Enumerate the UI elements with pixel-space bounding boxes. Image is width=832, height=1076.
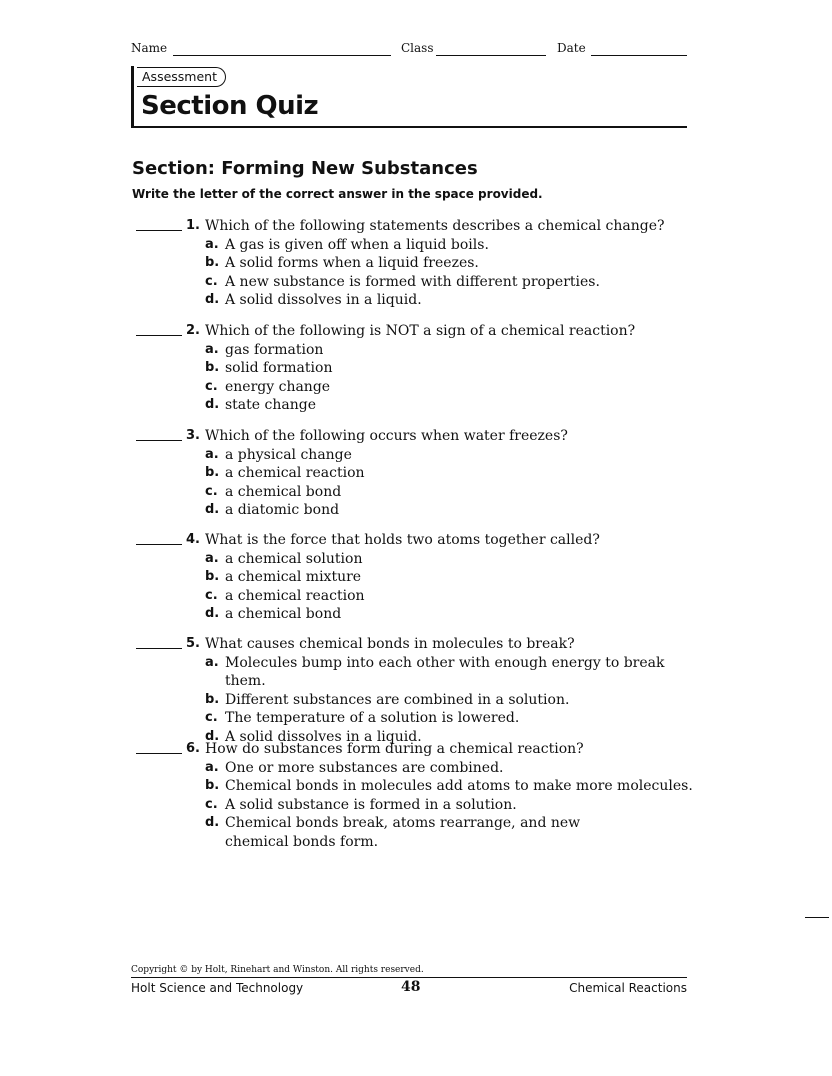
option <box>205 396 696 415</box>
answer-blank[interactable] <box>136 230 182 231</box>
option-text: Chemical bonds in molecules add atoms to make more molecules. <box>225 778 693 794</box>
question-2 <box>136 322 696 415</box>
option <box>205 236 696 255</box>
option-letter: a. <box>205 654 219 670</box>
instructions: Write the letter of the correct answer in the space provided. <box>132 187 543 201</box>
option-text: a chemical reaction <box>225 465 365 481</box>
option-letter: d. <box>205 815 220 830</box>
option <box>205 464 696 483</box>
option <box>205 759 696 778</box>
option <box>205 501 696 520</box>
question-6 <box>136 740 696 851</box>
option <box>205 796 696 815</box>
question-number: 3. <box>186 428 200 443</box>
option-text: One or more substances are combined. <box>225 759 504 776</box>
option-letter: c. <box>205 587 218 603</box>
option <box>205 568 696 587</box>
question-stem: Which of the following is NOT a sign of a chemical reaction? <box>205 323 636 339</box>
answer-blank[interactable] <box>136 544 182 545</box>
option-letter: c. <box>205 273 218 289</box>
option-text: a chemical mixture <box>225 569 362 585</box>
option-letter: b. <box>205 691 220 707</box>
option-text: A solid forms when a liquid freezes. <box>225 255 479 271</box>
answer-blank[interactable] <box>136 335 182 336</box>
page-title: Section Quiz <box>141 91 319 121</box>
option-text: a chemical reaction <box>225 587 365 604</box>
question-stem: What is the force that holds two atoms together called? <box>205 532 600 548</box>
option-letter: a. <box>205 550 219 566</box>
option-letter: c. <box>205 483 218 499</box>
question-stem: How do substances form during a chemical reaction? <box>205 741 584 757</box>
question-5 <box>136 635 696 746</box>
class-label: Class <box>401 41 434 55</box>
option <box>205 341 696 360</box>
option-letter: d. <box>205 292 220 307</box>
option-text: a diatomic bond <box>225 502 340 518</box>
question-number: 2. <box>186 323 200 338</box>
answer-blank[interactable] <box>136 753 182 754</box>
title-bar-accent <box>131 66 134 128</box>
option <box>205 446 696 465</box>
date-field[interactable] <box>591 55 687 56</box>
option <box>205 605 696 624</box>
option-text: a physical change <box>225 446 352 463</box>
option <box>205 550 696 569</box>
option-letter: d. <box>205 728 220 744</box>
copyright-notice: Copyright © by Holt, Rinehart and Winston. All rights reserved. <box>131 965 424 975</box>
footer-book-title: Holt Science and Technology <box>131 981 304 995</box>
option-letter: c. <box>205 378 218 394</box>
question-4 <box>136 531 696 624</box>
question-stem: Which of the following occurs when water freezes? <box>205 428 568 444</box>
option <box>205 654 696 691</box>
option-text: a chemical bond <box>225 483 342 500</box>
option-text: A solid dissolves in a liquid. <box>225 728 422 745</box>
answer-blank[interactable] <box>136 440 182 441</box>
option-letter: a. <box>205 236 219 252</box>
option-text: a chemical solution <box>225 550 363 567</box>
option <box>205 273 696 292</box>
answer-blank[interactable] <box>136 648 182 649</box>
name-label: Name <box>131 41 168 55</box>
option-text: state change <box>225 397 316 413</box>
option-text: A solid dissolves in a liquid. <box>225 292 422 308</box>
option-text: Different substances are combined in a solution. <box>225 691 570 708</box>
option-letter: b. <box>205 255 220 270</box>
option-letter: b. <box>205 778 220 793</box>
option-letter: a. <box>205 341 219 357</box>
option <box>205 291 696 310</box>
option <box>205 691 696 710</box>
option-text: A new substance is formed with different properties. <box>225 273 600 290</box>
option-letter: c. <box>205 710 218 725</box>
option <box>205 587 696 606</box>
option-text: Molecules bump into each other with enough energy to break them. <box>225 654 665 689</box>
name-class-date-header <box>131 41 687 61</box>
question-1 <box>136 217 696 310</box>
option-text: A solid substance is formed in a solution. <box>225 796 517 813</box>
option-text: The temperature of a solution is lowered. <box>225 710 520 726</box>
assessment-badge: Assessment <box>137 67 226 87</box>
option-letter: a. <box>205 446 219 462</box>
question-number: 1. <box>186 218 200 233</box>
option <box>205 777 696 796</box>
option-text: a chemical bond <box>225 606 342 622</box>
option <box>205 378 696 397</box>
option-letter: d. <box>205 397 220 412</box>
question-number: 5. <box>186 636 200 651</box>
question-number: 4. <box>186 532 200 547</box>
title-divider <box>131 126 687 128</box>
option-text: gas formation <box>225 341 324 358</box>
class-field[interactable] <box>436 55 546 56</box>
option-text: energy change <box>225 378 331 395</box>
footer-divider <box>131 977 687 978</box>
option-letter: b. <box>205 569 220 584</box>
option <box>205 254 696 273</box>
page-number: 48 <box>401 979 421 995</box>
question-stem: Which of the following statements describes a chemical change? <box>205 218 665 234</box>
option-letter: a. <box>205 759 219 775</box>
option-letter: b. <box>205 465 220 480</box>
question-stem: What causes chemical bonds in molecules to break? <box>205 636 575 652</box>
section-title: Section: Forming New Substances <box>132 158 478 179</box>
option-letter: b. <box>205 360 220 375</box>
option-text: Chemical bonds break, atoms rearrange, and new chemical bonds form. <box>225 815 581 850</box>
option-letter: d. <box>205 502 220 517</box>
question-3 <box>136 427 696 520</box>
date-label: Date <box>557 41 586 55</box>
footer-chapter-title: Chemical Reactions <box>569 981 687 995</box>
option-letter: c. <box>205 796 218 812</box>
option-letter: d. <box>205 606 220 621</box>
margin-mark <box>805 917 829 918</box>
name-field[interactable] <box>173 55 391 56</box>
question-number: 6. <box>186 741 200 756</box>
option-text: A gas is given off when a liquid boils. <box>225 236 489 253</box>
option-text: solid formation <box>225 360 333 376</box>
option <box>205 814 645 851</box>
option <box>205 359 696 378</box>
option <box>205 709 696 728</box>
option <box>205 483 696 502</box>
